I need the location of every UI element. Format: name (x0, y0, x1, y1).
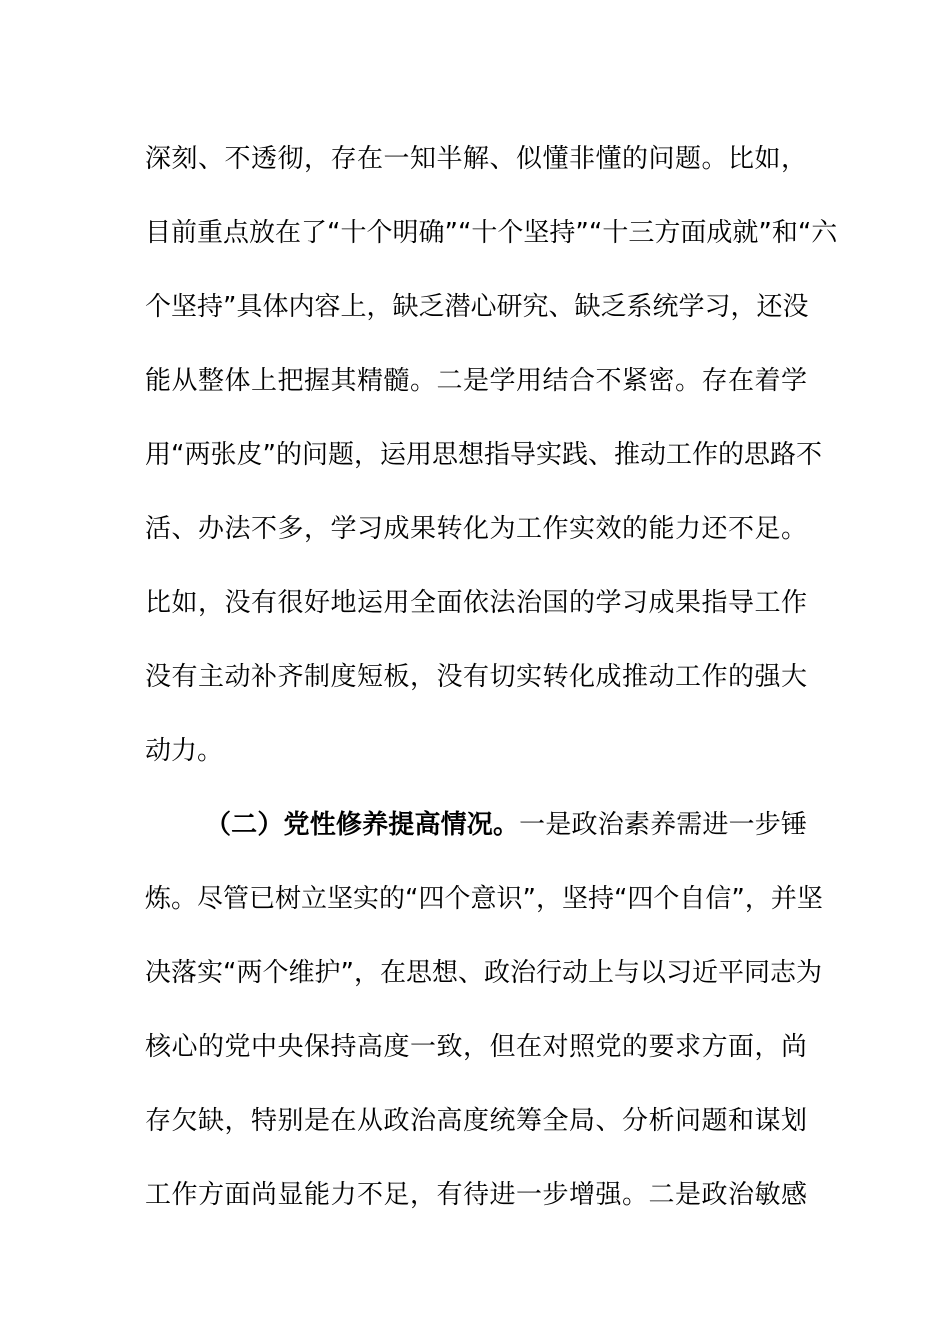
text-line-6: 活、办法不多，学习成果转化为工作实效的能力还不足。 (145, 514, 807, 544)
text-line-1: 深刻、不透彻，存在一知半解、似懂非懂的问题。比如， (145, 144, 807, 174)
section-line-1: 炼。尽管已树立坚实的“四个意识”，坚持“四个自信”，并坚 (145, 884, 823, 914)
section-heading: （二）党性修养提高情况。 (205, 810, 520, 840)
section-first-line-rest: 一是政治素养需进一步锤 (519, 810, 807, 840)
body-text (145, 122, 838, 1232)
section-line-2: 决落实“两个维护”，在思想、政治行动上与以习近平同志为 (145, 958, 822, 988)
text-line-8: 没有主动补齐制度短板，没有切实转化成推动工作的强大 (145, 662, 807, 692)
text-line-7: 比如，没有很好地运用全面依法治国的学习成果指导工作 (145, 588, 807, 618)
text-line-4: 能从整体上把握其精髓。二是学用结合不紧密。存在着学 (145, 366, 807, 396)
section-line-3: 核心的党中央保持高度一致，但在对照党的要求方面，尚 (145, 1032, 807, 1062)
section-line-4: 存欠缺，特别是在从政治高度统筹全局、分析问题和谋划 (145, 1106, 807, 1136)
section-heading-line (145, 788, 807, 862)
section-line-5: 工作方面尚显能力不足，有待进一步增强。二是政治敏感 (145, 1180, 807, 1210)
text-line-2: 目前重点放在了“十个明确”“十个坚持”“十三方面成就”和“六 (145, 218, 838, 248)
text-line-3: 个坚持”具体内容上，缺乏潜心研究、缺乏系统学习，还没 (145, 292, 809, 322)
text-line-5: 用“两张皮”的问题，运用思想指导实践、推动工作的思路不 (145, 440, 822, 470)
text-line-9: 动力。 (145, 736, 224, 766)
